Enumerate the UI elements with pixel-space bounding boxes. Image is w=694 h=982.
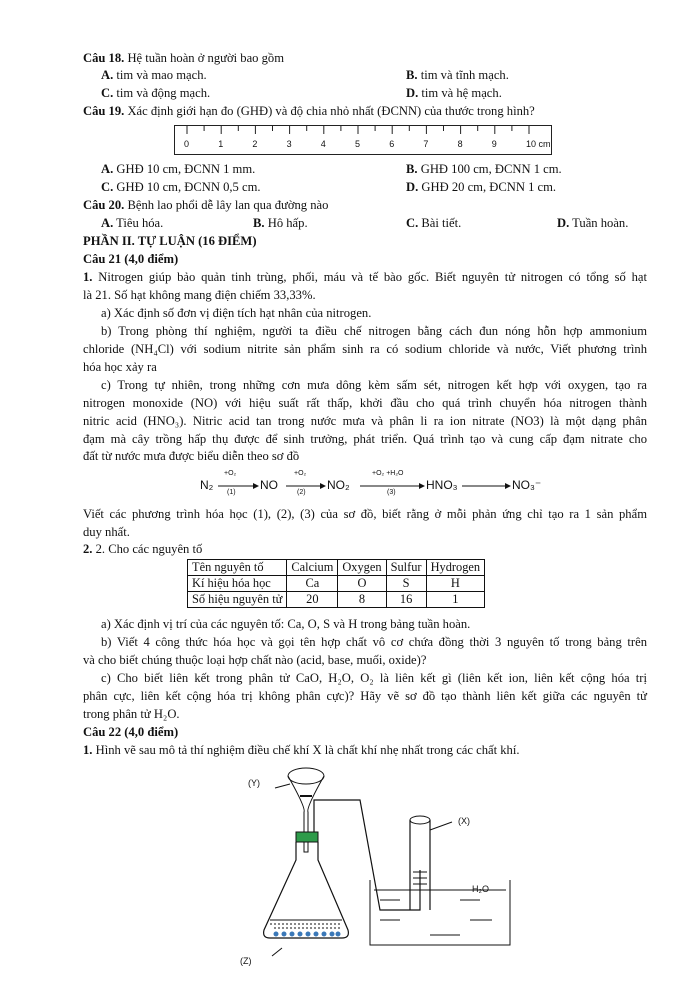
q21-part-c-line3: nitric acid (HNO₃). Nitric acid tan trong nước mưa và phân li ra ion nitrate (NO3) là một dạng phân (83, 414, 647, 428)
q21-p2-part-c-line2: phân cực, liên kết cộng hóa trị không phân cực)? Hãy vẽ sơ đồ tạo thành liên kết giữa các nguyên tử (83, 689, 647, 703)
table-cell: 16 (386, 592, 426, 608)
q21-part-c-line2: nitrogen monoxide (NO) với hiệu suất rất thấp, khởi đầu cho quá trình chuyển hóa nitrogen thành (83, 396, 647, 410)
trough-water-marks (380, 900, 492, 935)
q21-part-a: a) Xác định số đơn vị điện tích hạt nhân của nitrogen. (101, 306, 372, 320)
table-cell: 20 (287, 592, 338, 608)
arrow2-top: +O₂ (294, 470, 307, 477)
table-row (188, 560, 485, 576)
q21-part-b-line2: chloride (NH₄Cl) với sodium nitrite sản phẩm sinh ra có sodium chloride và nước, Viết phương trình (83, 342, 647, 356)
table-row (188, 592, 485, 608)
table-cell: Oxygen (338, 560, 386, 576)
label-y-line (275, 784, 290, 788)
q21-p2-part-a: a) Xác định vị trí của các nguyên tố: Ca, O, S và H trong bảng tuần hoàn. (101, 617, 471, 631)
table-cell: Calcium (287, 560, 338, 576)
q21-p2-part-c-line3: trong phân tử H₂O. (83, 707, 180, 721)
q18-text: Hệ tuần hoàn ở người bao gồm (127, 51, 285, 65)
q21-p2-part-b-line2: và cho biết chúng thuộc loại hợp chất nào (acid, base, muối, oxide)? (83, 653, 427, 667)
q19-option-b: B. GHĐ 100 cm, ĐCNN 1 cm. (406, 162, 562, 176)
q18-option-a: A. tim và mao mạch. (101, 68, 207, 82)
q21-p2-part-c-line1: c) Cho biết liên kết trong phân tử CaO, H₂O, O₂ là liên kết gì (liên kết ion, liên kết cộng hóa trị (101, 671, 647, 685)
gas-tube-top (410, 816, 430, 824)
label-y: (Y) (248, 778, 260, 788)
q20-option-d: D. Tuần hoàn. (557, 216, 629, 230)
delivery-tube (314, 800, 420, 910)
q18-option-b: B. tim và tĩnh mạch. (406, 68, 509, 82)
q19-option-d: D. GHĐ 20 cm, ĐCNN 1 cm. (406, 180, 557, 194)
q21-part-c-line1: c) Trong tự nhiên, trong những cơn mưa dông kèm sấm sét, nitrogen kết hợp với oxygen, tạo ra (101, 378, 647, 392)
part-2-heading: PHẦN II. TỰ LUẬN (16 ĐIỂM) (83, 234, 257, 248)
q21-p2-part-b-line1: b) Viết 4 công thức hóa học và gọi tên hợp chất vô cơ chứa đồng thời 3 nguyên tố trong bảng trên (101, 635, 647, 649)
table-cell: Sulfur (386, 560, 426, 576)
species-no2: NO₂ (327, 478, 350, 492)
q22-p1: 1. Hình vẽ sau mô tả thí nghiệm điều chế khí X là chất khí nhẹ nhất trong các chất khí. (83, 743, 520, 757)
table-cell: S (386, 576, 426, 592)
table-cell: Kí hiệu hóa học (188, 576, 287, 592)
species-hno3: HNO₃ (426, 478, 458, 492)
species-no: NO (260, 478, 278, 492)
q19-number: Câu 19. (83, 104, 125, 118)
q19-option-c: C. GHĐ 10 cm, ĐCNN 0,5 cm. (101, 180, 261, 194)
arrow3-top: +O₂ +H₂O (372, 470, 404, 477)
apparatus-drawing (230, 760, 520, 970)
ruler-figure (174, 125, 552, 155)
ruler-label: 8 (457, 139, 463, 149)
table-cell: H (426, 576, 485, 592)
funnel-top (288, 768, 324, 784)
q21-part-b-line1: b) Trong phòng thí nghiệm, người ta điều chế nitrogen bằng cách đun nóng hỗn hợp ammonium (101, 324, 647, 338)
ruler-label: 6 (389, 139, 395, 149)
q20-option-b: B. Hô hấp. (253, 216, 308, 230)
table-cell: 8 (338, 592, 386, 608)
ruler-label: 3 (286, 139, 292, 149)
q20-stem (83, 198, 328, 213)
arrow1-bottom: (1) (227, 489, 236, 496)
element-table (187, 559, 485, 608)
q18-stem (83, 51, 284, 66)
q21-p2-heading: 2. 2. Cho các nguyên tố (83, 542, 203, 556)
arrow2-bottom: (2) (297, 489, 306, 496)
table-cell: Hydrogen (426, 560, 485, 576)
flask-solid (274, 932, 341, 937)
q21-after-line1: Viết các phương trình hóa học (1), (2), (3) của sơ đồ, biết rằng ở mỗi phản ứng chỉ tạo ra 1 sản phẩm (83, 507, 647, 521)
apparatus-figure (230, 760, 520, 974)
ruler-label: 0 (184, 139, 190, 149)
q19-option-a: A. GHĐ 10 cm, ĐCNN 1 mm. (101, 162, 256, 176)
q21-part-c-line5: đất từ nước mưa được biểu diễn theo sơ đồ (83, 449, 300, 463)
q18-option-d: D. tim và hệ mạch. (406, 86, 502, 100)
q20-number: Câu 20. (83, 198, 125, 212)
ruler-label: 9 (491, 139, 497, 149)
label-x: (X) (458, 816, 470, 826)
q21-part-c-line4: đạm mà cây trồng hấp thụ được để sinh trưởng, phát triển. Quá trình tạo và cung cấp đạm nitrate cho (83, 432, 647, 446)
q21-part-b-line3: hóa học xảy ra (83, 360, 157, 374)
arrow3-bottom: (3) (387, 489, 396, 496)
reaction-arrows (200, 470, 520, 500)
table-cell: Tên nguyên tố (188, 560, 287, 576)
stopper (296, 832, 318, 842)
q19-text: Xác định giới hạn đo (GHĐ) và độ chia nhỏ nhất (ĐCNN) của thước trong hình? (127, 104, 535, 118)
ruler-label: 10 cm (526, 139, 551, 149)
ruler-label: 5 (355, 139, 361, 149)
flask-liquid (270, 924, 342, 928)
q22-title: Câu 22 (4,0 điểm) (83, 725, 179, 739)
ruler-label: 1 (218, 139, 224, 149)
q18-number: Câu 18. (83, 51, 125, 65)
q19-stem (83, 104, 535, 119)
table-cell: O (338, 576, 386, 592)
table-cell: Số hiệu nguyên tử (188, 592, 287, 608)
q21-title: Câu 21 (4,0 điểm) (83, 252, 179, 266)
q20-text: Bệnh lao phổi dễ lây lan qua đường nào (127, 198, 329, 212)
species-no3-ion: NO₃⁻ (512, 478, 542, 492)
q21-p1-line1: 1. Nitrogen giúp bảo quản tinh trùng, phối, máu và tế bào gốc. Biết nguyên tử nitrogen có tổng số hạt (83, 270, 647, 284)
label-z: (Z) (240, 956, 252, 966)
q18-option-c: C. tim và động mạch. (101, 86, 211, 100)
q20-option-c: C. Bài tiết. (406, 216, 462, 230)
ruler-label: 2 (252, 139, 258, 149)
arrow1-top: +O₂ (224, 470, 237, 477)
ruler-label: 7 (423, 139, 429, 149)
label-x-line (430, 822, 452, 830)
q21-after-line2: duy nhất. (83, 525, 130, 539)
table-row (188, 576, 485, 592)
q21-p1-line2: là 21. Số hạt không mang điện chiếm 33,33%. (83, 288, 316, 302)
label-z-line (272, 948, 282, 956)
table-cell: Ca (287, 576, 338, 592)
ruler-label: 4 (320, 139, 326, 149)
q20-option-a: A. Tiêu hóa. (101, 216, 164, 230)
table-cell: 1 (426, 592, 485, 608)
species-n2: N₂ (200, 478, 214, 492)
label-water: H₂O (472, 884, 489, 894)
